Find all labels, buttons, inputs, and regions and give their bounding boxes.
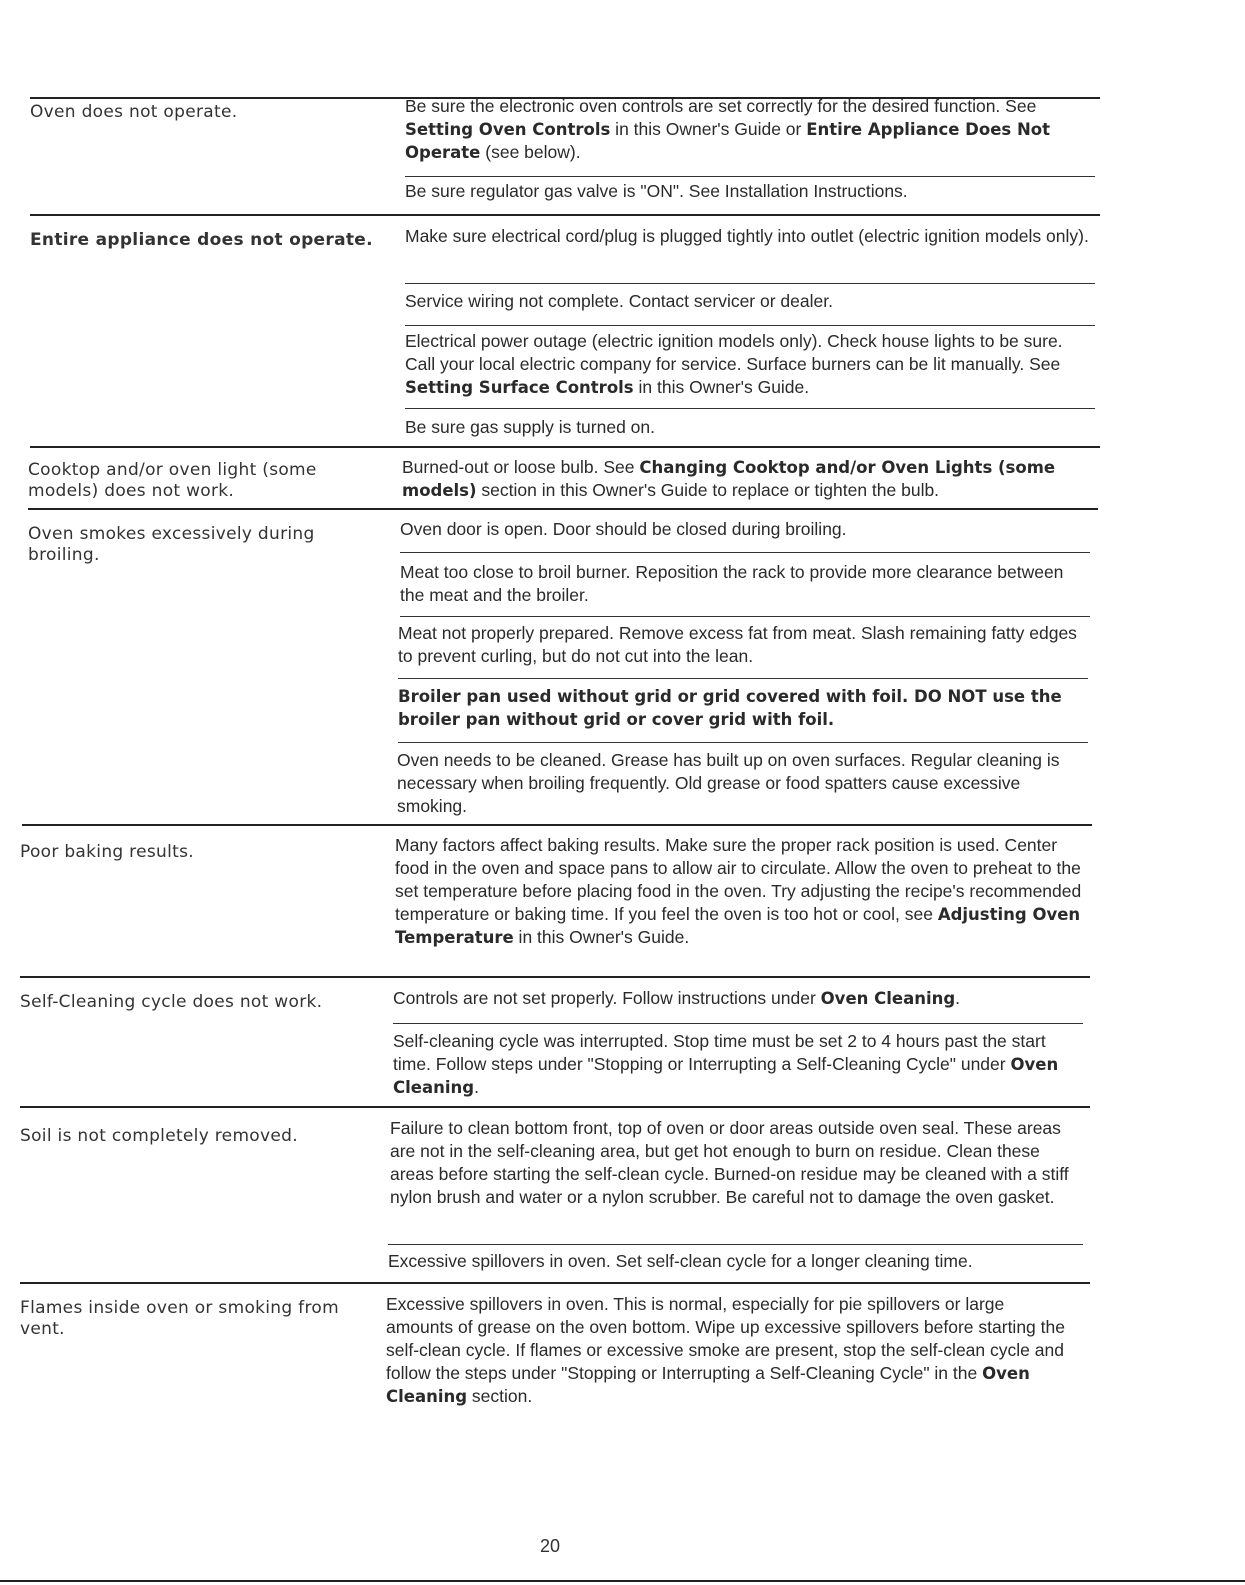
row-divider [22,824,1092,826]
row-divider [30,214,1100,216]
cause-text: Controls are not set properly. Follow instructions under Oven Cleaning. [393,988,961,1008]
cause-text: Broiler pan used without grid or grid covered with foil. DO NOT use the broiler pan without grid or cover grid with foil. [398,687,1062,729]
cause-divider [398,742,1088,743]
cause-divider [388,1244,1083,1245]
row-divider [28,508,1098,510]
cause-text: Self-cleaning cycle was interrupted. Stop time must be set 2 to 4 hours past the start time. Follow steps under "Stopping or Interrupting a Self-Cleaning Cycle" under Oven Cleaning. [393,1031,1059,1097]
row-divider [20,1282,1090,1284]
page-number: 20 [539,1536,561,1556]
cause-divider [393,1023,1083,1024]
problem-oven-smokes: Oven smokes excessively during broiling. [28,524,315,565]
bottom-rule [0,1580,1245,1582]
cause-text: Electrical power outage (electric ignition models only). Check house lights to be sure. Call your local electric company for service. Surface burners can be lit manually. See Setting Surface Controls in this Owner's Guide. [405,331,1063,397]
cause-divider [405,325,1095,326]
cause-text: Excessive spillovers in oven. Set self-clean cycle for a longer cleaning time. [388,1251,973,1271]
row-divider [30,446,1100,448]
cause-text: Be sure regulator gas valve is "ON". See Installation Instructions. [405,181,908,201]
cause-text: Failure to clean bottom front, top of oven or door areas outside oven seal. These areas are not in the self-cleaning area, but get hot enough to burn on residue. Clean these areas before starting the self-clean cycle. Burned-on residue may be cleaned with a stiff nylon brush and water or a nylon scrubber. Be careful not to damage the oven gasket. [390,1118,1069,1207]
cause-text: Service wiring not complete. Contact servicer or dealer. [405,291,833,311]
cause-text: Be sure the electronic oven controls are set correctly for the desired function. See Setting Oven Controls in this Owner's Guide or Entire Appliance Does Not Operate (see below). [405,96,1050,162]
problem-self-cleaning: Self-Cleaning cycle does not work. [20,992,323,1012]
cause-text: Excessive spillovers in oven. This is normal, especially for pie spillovers or large amounts of grease on the oven bottom. Wipe up excessive spillovers before starting the self-clean cycle. If flames or excessive smoke are present, stop the self-clean cycle and follow the steps under "Stopping or Interrupting a Self-Cleaning Cycle" in the Oven Cleaning section. [386,1294,1065,1406]
problem-entire-appliance: Entire appliance does not operate. [30,230,373,250]
cause-text: Oven needs to be cleaned. Grease has built up on oven surfaces. Regular cleaning is necessary when broiling frequently. Old grease or food spatters cause excessive smoking. [397,750,1060,816]
cause-text: Meat too close to broil burner. Reposition the rack to provide more clearance between the meat and the broiler. [400,562,1064,605]
problem-cooktop-light: Cooktop and/or oven light (some models) does not work. [28,460,317,501]
cause-divider [400,552,1090,553]
cause-text: Burned-out or loose bulb. See Changing Cooktop and/or Oven Lights (some models) section in this Owner's Guide to replace or tighten the bulb. [402,457,1056,500]
cause-text: Make sure electrical cord/plug is plugged tightly into outlet (electric ignition models only). [405,226,1089,246]
cause-text: Be sure gas supply is turned on. [405,417,656,437]
cause-divider [398,678,1088,679]
cause-divider [405,408,1095,409]
cause-text: Meat not properly prepared. Remove excess fat from meat. Slash remaining fatty edges to prevent curling, but do not cut into the lean. [398,623,1077,666]
cause-divider [405,283,1095,284]
cause-divider [400,616,1090,617]
cause-divider [405,176,1095,177]
row-divider [20,1106,1090,1108]
problem-oven-not-operate: Oven does not operate. [30,102,238,122]
cause-text: Many factors affect baking results. Make sure the proper rack position is used. Center food in the oven and space pans to allow air to circulate. Allow the oven to preheat to the set temperature before placing food in the oven. Try adjusting the recipe's recommended temperature or baking time. If you feel the oven is too hot or cool, see Adjusting Oven Temperature in this Owner's Guide. [395,835,1082,947]
row-divider [20,976,1090,978]
problem-flames-inside-oven: Flames inside oven or smoking from vent. [20,1298,339,1339]
cause-text: Oven door is open. Door should be closed during broiling. [400,519,847,539]
problem-soil-not-removed: Soil is not completely removed. [20,1126,298,1146]
problem-poor-baking: Poor baking results. [20,842,194,862]
